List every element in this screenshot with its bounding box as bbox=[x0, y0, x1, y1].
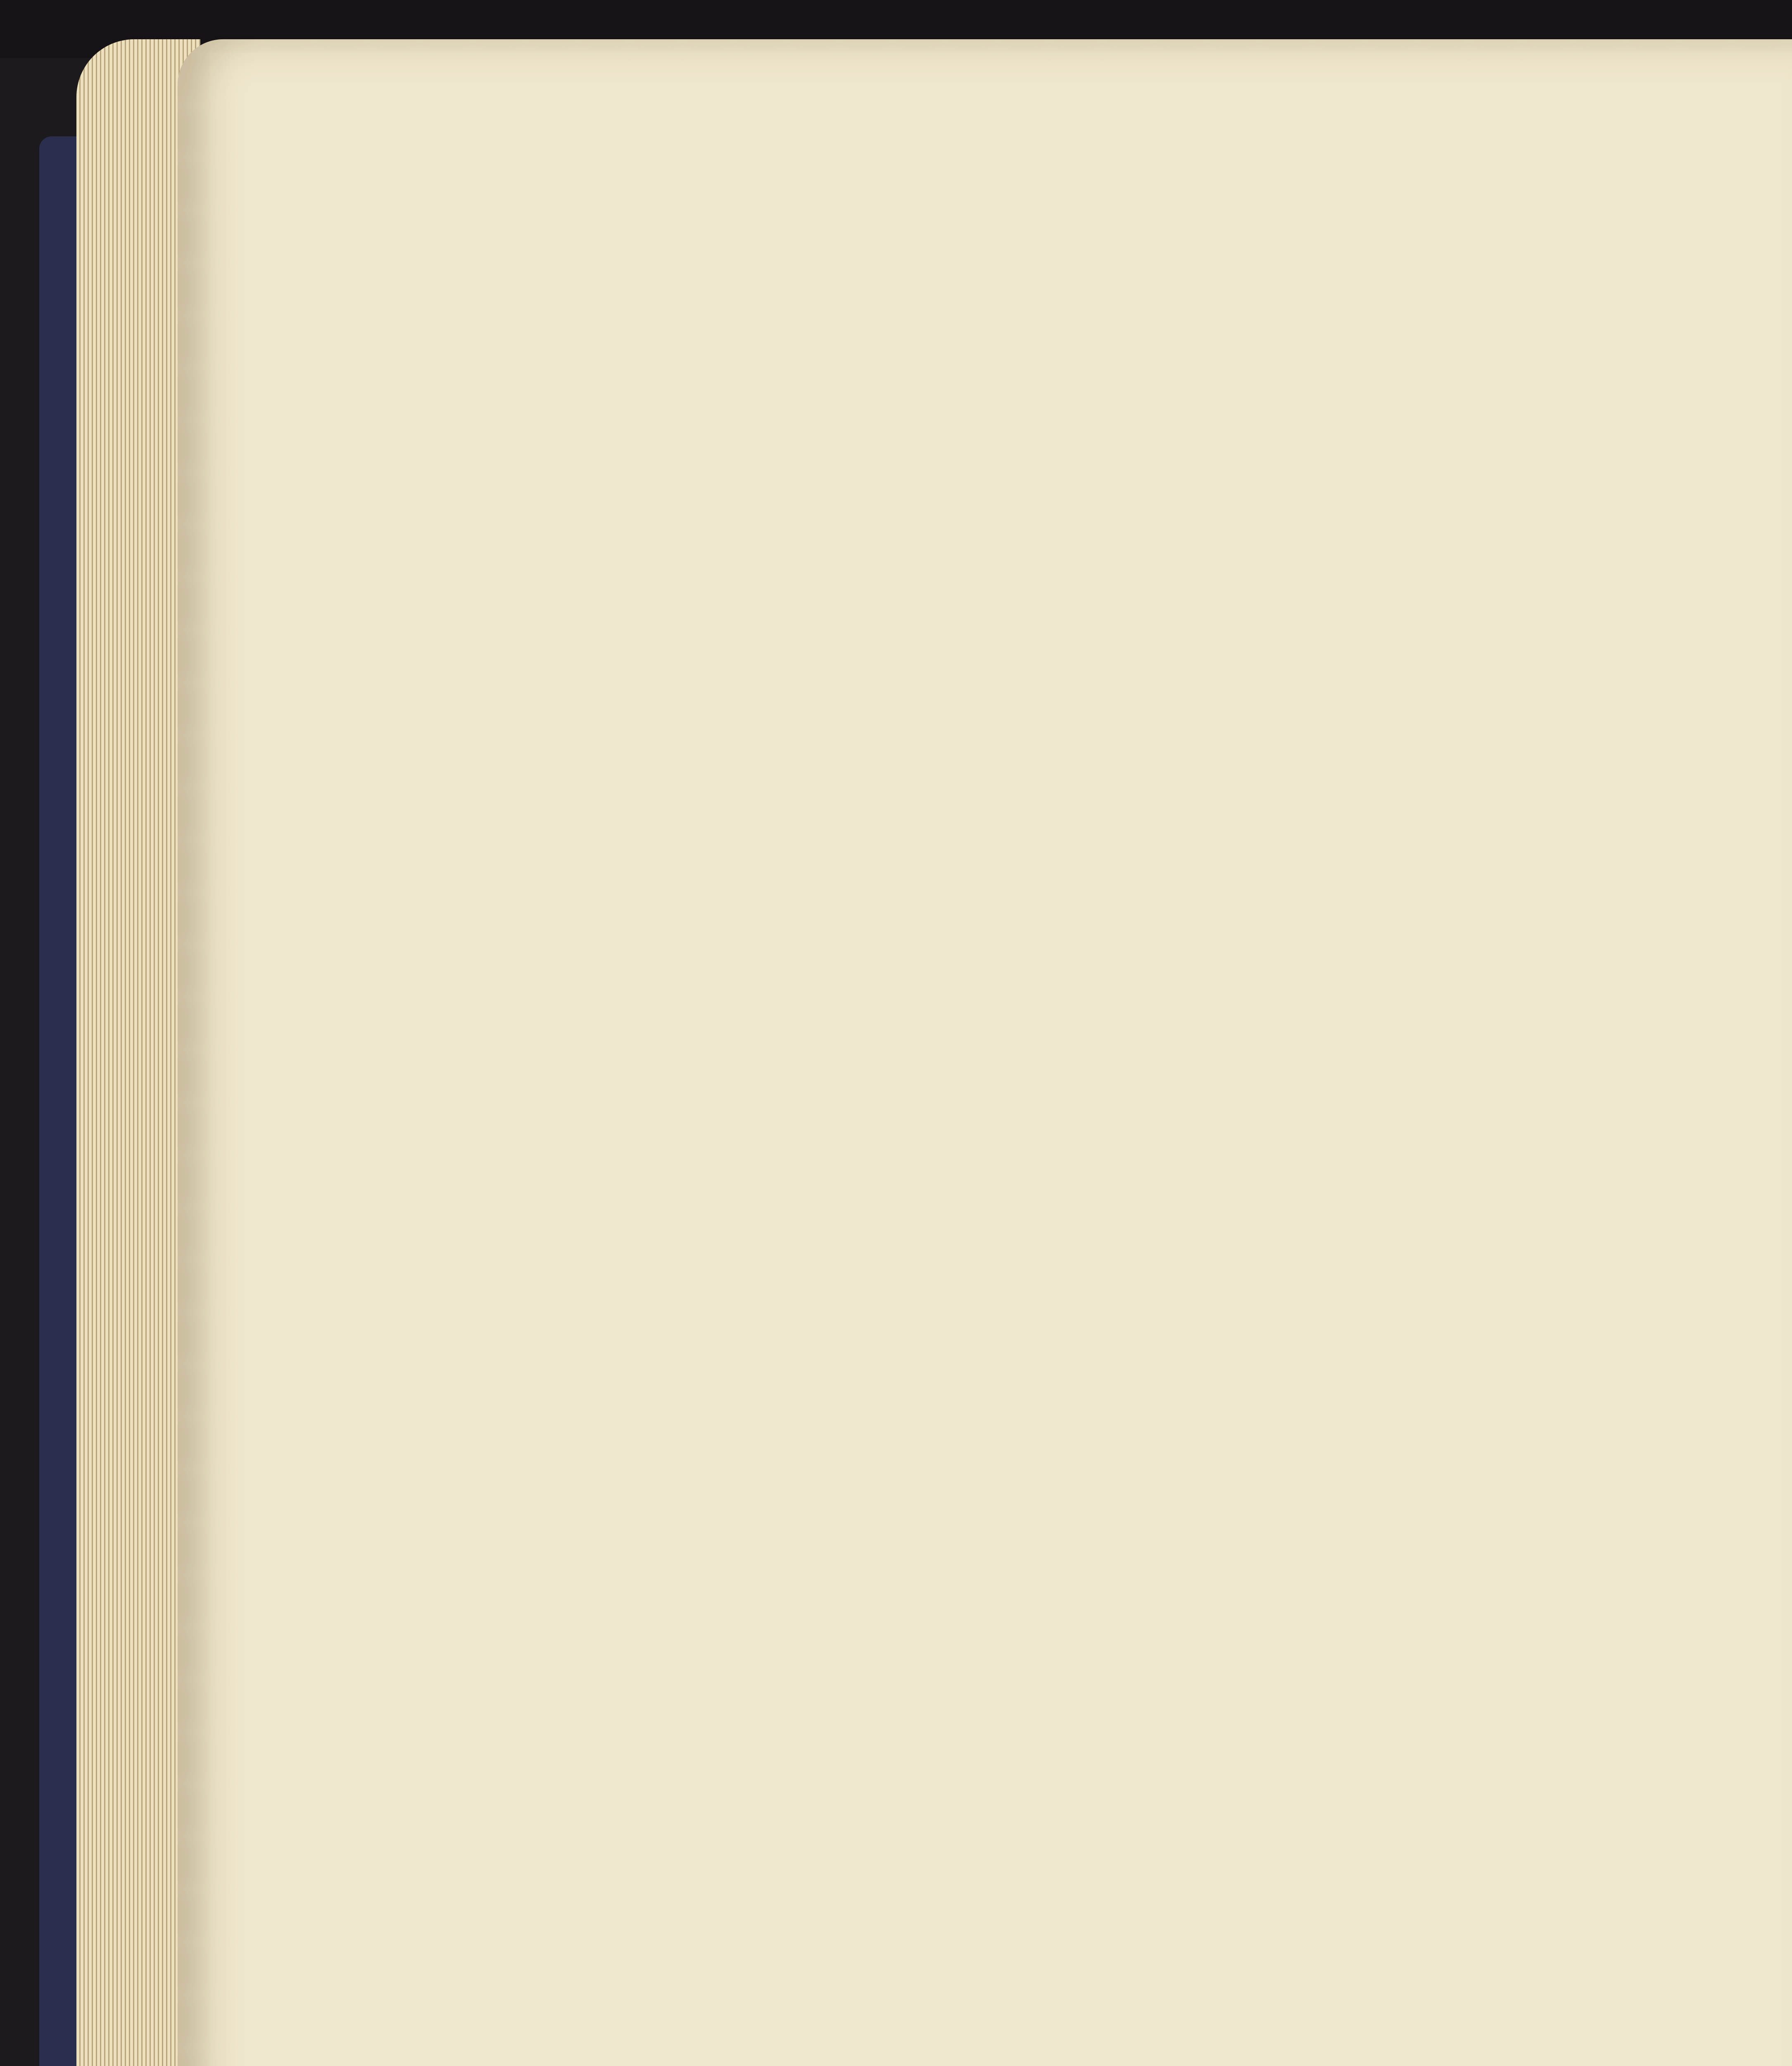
book-page bbox=[178, 39, 1792, 2066]
mileage-header bbox=[302, 1516, 508, 1537]
total-label bbox=[302, 1515, 314, 1538]
total-between-row bbox=[302, 1516, 508, 1537]
route-intro bbox=[306, 1403, 1752, 1405]
via-note bbox=[306, 1403, 1752, 1405]
